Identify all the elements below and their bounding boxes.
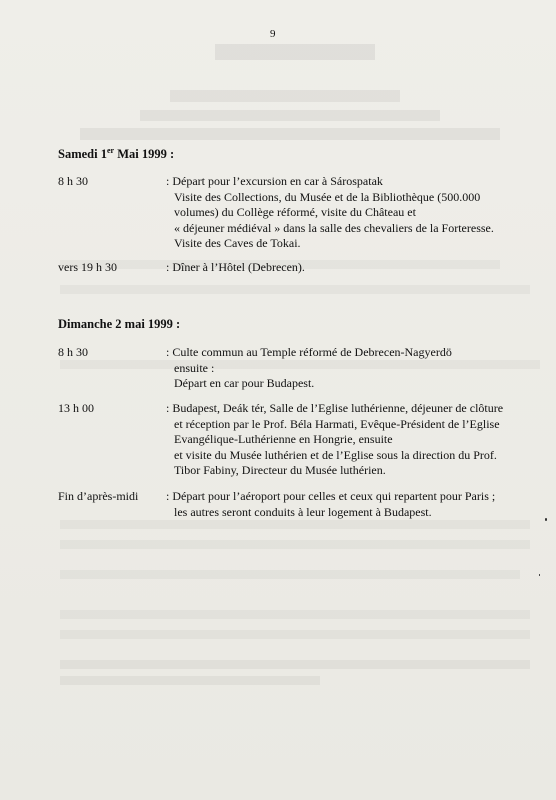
entry-line: : Départ pour l’excursion en car à Sárospatak bbox=[166, 174, 383, 188]
entry-description bbox=[166, 401, 531, 479]
entry-description bbox=[166, 260, 531, 276]
entry-line: Visite des Collections, du Musée et de la Bibliothèque (500.000 bbox=[174, 189, 481, 204]
entry-description bbox=[166, 345, 531, 392]
entry-line: et visite du Musée luthérien et de l’Eglise sous la direction du Prof. bbox=[174, 447, 497, 462]
entry-time: 8 h 30 bbox=[58, 345, 88, 359]
entry-time: Fin d’après-midi bbox=[58, 489, 139, 503]
entry-line: volumes) du Collège réformé, visite du Château et bbox=[174, 205, 416, 219]
day-heading-dimanche: Dimanche 2 mai 1999 : bbox=[58, 317, 181, 331]
schedule-entry bbox=[58, 174, 528, 254]
scan-speck bbox=[545, 518, 547, 521]
day-heading-samedi bbox=[58, 146, 174, 162]
entry-line: Visite des Caves de Tokai. bbox=[174, 236, 301, 250]
entry-line: : Culte commun au Temple réformé de Debrecen-Nagyerdö bbox=[166, 345, 452, 359]
entry-line: et réception par le Prof. Béla Harmati, Evêque-Président de l’Eglise bbox=[174, 416, 500, 431]
entry-time: 13 h 00 bbox=[58, 401, 94, 415]
entry-line: les autres seront conduits à leur logement à Budapest. bbox=[174, 504, 432, 519]
entry-line: Départ en car pour Budapest. bbox=[174, 376, 315, 390]
entry-line: Evangélique-Luthérienne en Hongrie, ensuite bbox=[174, 432, 393, 446]
entry-line: : Départ pour l’aéroport pour celles et ceux qui repartent pour Paris ; bbox=[166, 489, 496, 503]
entry-description bbox=[166, 174, 531, 252]
entry-line: « déjeuner médiéval » dans la salle des chevaliers de la Forteresse. bbox=[174, 220, 494, 235]
entry-line: : Dîner à l’Hôtel (Debrecen). bbox=[166, 260, 305, 274]
day-heading-text: Samedi 1 bbox=[58, 147, 107, 162]
schedule-entry bbox=[58, 345, 528, 395]
page-number: 9 bbox=[270, 28, 276, 40]
entry-line: : Budapest, Deák tér, Salle de l’Eglise luthérienne, déjeuner de clôture bbox=[166, 401, 504, 415]
schedule-entry bbox=[58, 260, 528, 278]
entry-description bbox=[166, 489, 531, 520]
entry-time: 8 h 30 bbox=[58, 174, 88, 188]
entry-line: ensuite : bbox=[174, 360, 215, 375]
schedule-entry bbox=[58, 401, 528, 481]
day-heading-text-rest: Mai 1999 : bbox=[114, 147, 175, 162]
entry-line: Tibor Fabiny, Directeur du Musée luthérien. bbox=[174, 463, 386, 477]
scan-speck bbox=[539, 574, 540, 576]
schedule-entry bbox=[58, 489, 528, 523]
day-heading-superscript: er bbox=[106, 146, 115, 155]
entry-time: vers 19 h 30 bbox=[58, 260, 117, 274]
